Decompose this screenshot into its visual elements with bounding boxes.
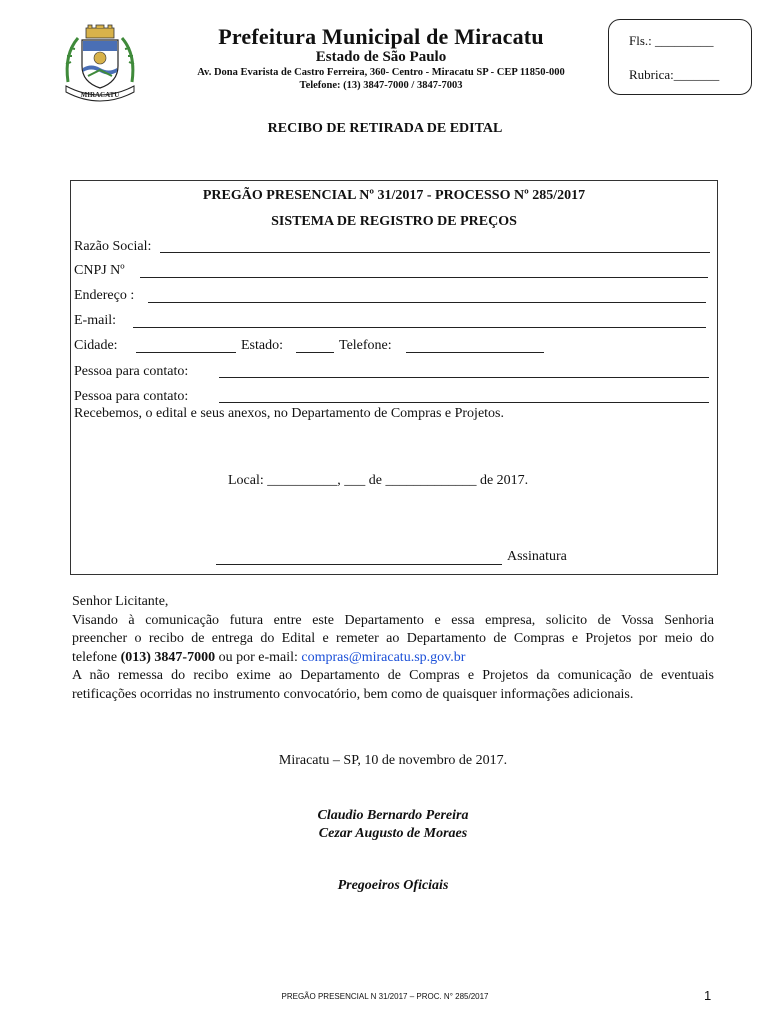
form-heading-system: SISTEMA DE REGISTRO DE PREÇOS xyxy=(271,214,517,229)
contact-person-field-1[interactable] xyxy=(219,377,709,378)
letter-line-3-prefix: telefone xyxy=(72,649,121,665)
endereco-field[interactable] xyxy=(148,302,706,303)
municipal-crest-logo xyxy=(60,24,140,104)
signature-field[interactable] xyxy=(216,564,502,565)
svg-text:MIRACATU: MIRACATU xyxy=(80,91,120,99)
letter-line-3 xyxy=(72,649,714,668)
signatory-name-1: Claudio Bernardo Pereira xyxy=(317,808,469,823)
letter-body xyxy=(72,593,714,704)
rubric-field: Rubrica:_______ xyxy=(629,67,720,82)
contact-person-field-2[interactable] xyxy=(219,402,709,403)
telefone-label: Telefone: xyxy=(339,338,392,353)
signatory-name-2: Cezar Augusto de Moraes xyxy=(318,826,468,841)
contact-email-link[interactable]: compras@miracatu.sp.gov.br xyxy=(301,649,466,665)
letter-line-5: retificações ocorridas no instrumento convocatório, bem como de quaisquer informações adicionais. xyxy=(72,686,634,702)
signatory-role: Pregoeiros Oficiais xyxy=(337,878,449,893)
municipality-title: Prefeitura Municipal de Miracatu xyxy=(218,24,544,49)
letter-line-2: preencher o recibo de entrega do Edital e remeter ao Departamento de Compras e Projetos por meio do xyxy=(72,631,714,646)
contact-person-label-1: Pessoa para contato: xyxy=(74,364,189,379)
letter-line-4: A não remessa do recibo exime ao Departamento de Compras e Projetos da comunicação de eventuais xyxy=(72,668,714,683)
cnpj-field[interactable] xyxy=(140,277,708,278)
phone-line: Telefone: (13) 3847-7000 / 3847-7003 xyxy=(299,80,463,91)
endereco-label: Endereço : xyxy=(74,288,135,303)
email-label: E-mail: xyxy=(74,313,116,328)
telefone-field[interactable] xyxy=(406,352,544,353)
form-heading-process: PREGÃO PRESENCIAL Nº 31/2017 - PROCESSO Nº 285/2017 xyxy=(202,188,586,203)
local-date-line: Local: __________, ___ de _____________ de 2017. xyxy=(228,473,529,488)
folio-field: Fls.: _________ xyxy=(629,33,714,48)
letter-line-3-middle: ou por e-mail: xyxy=(215,649,302,665)
razao-social-label: Razão Social: xyxy=(74,239,152,254)
signature-label: Assinatura xyxy=(507,549,567,564)
razao-social-field[interactable] xyxy=(160,252,710,253)
page-number: 1 xyxy=(704,988,712,1003)
letter-salutation: Senhor Licitante, xyxy=(72,594,169,609)
date-line: Miracatu – SP, 10 de novembro de 2017. xyxy=(278,753,508,768)
email-field[interactable] xyxy=(133,327,706,328)
state-name: Estado de São Paulo xyxy=(315,49,447,65)
receipt-statement: Recebemos, o edital e seus anexos, no Departamento de Compras e Projetos. xyxy=(74,406,504,421)
estado-field[interactable] xyxy=(296,352,334,353)
estado-label: Estado: xyxy=(241,338,283,353)
contact-person-label-2: Pessoa para contato: xyxy=(74,389,189,404)
address-line: Av. Dona Evarista de Castro Ferreira, 360- Centro - Miracatu SP - CEP 11850-000 xyxy=(197,67,565,78)
cnpj-label: CNPJ Nº xyxy=(74,263,125,278)
letter-line-1: Visando à comunicação futura entre este Departamento e essa empresa, solicito de Vossa Senhoria xyxy=(72,612,714,628)
document-title: RECIBO DE RETIRADA DE EDITAL xyxy=(267,121,503,136)
folio-rubric-box xyxy=(608,19,752,95)
contact-phone: (013) 3847-7000 xyxy=(120,649,216,665)
cidade-label: Cidade: xyxy=(74,338,118,353)
cidade-field[interactable] xyxy=(136,352,236,353)
page-footer: PREGÃO PRESENCIAL N 31/2017 – PROC. N° 285/2017 xyxy=(281,992,489,1001)
